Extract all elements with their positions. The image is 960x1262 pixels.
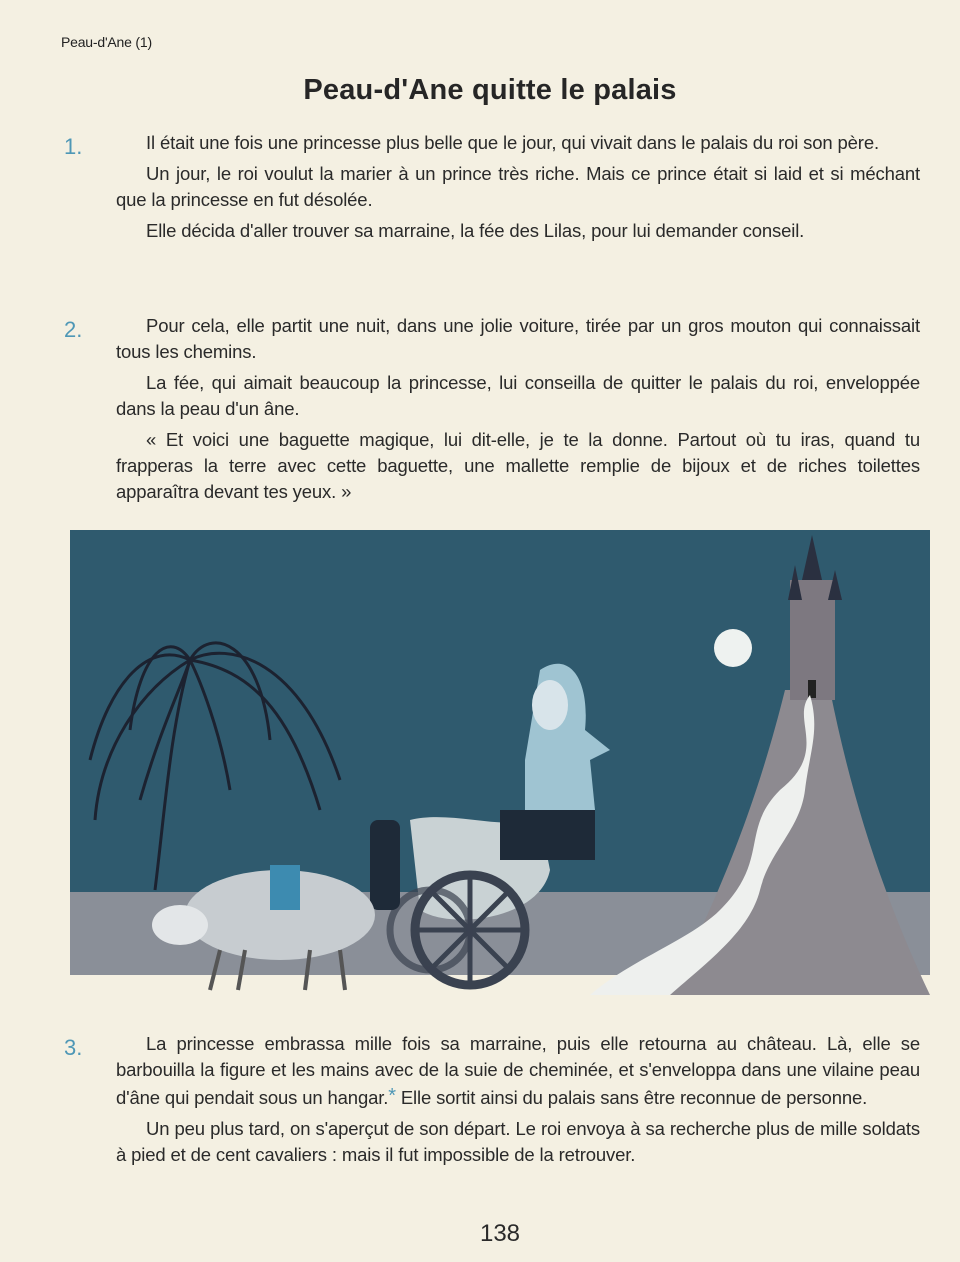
page-title: Peau-d'Ane quitte le palais [303, 74, 677, 106]
section-1 [64, 130, 920, 249]
paragraph: Il était une fois une princesse plus belle que le jour, qui vivait dans le palais du roi son père. [146, 132, 879, 153]
section-number: 3. [64, 1035, 83, 1060]
running-head: Peau-d'Ane (1) [61, 34, 152, 50]
paragraph-text: Elle sortit ainsi du palais sans être reconnue de personne. [395, 1087, 868, 1108]
paragraph-text: La princesse embrassa mille fois sa marraine, puis elle retourna au château. Là, elle se barbouilla la figure et les mains avec de la suie de cheminée, et s'enveloppa dans une vilaine peau d'âne qui pendait sous un hangar. [116, 1033, 920, 1108]
paragraph: La fée, qui aimait beaucoup la princesse, lui conseilla de quitter le palais du roi, enveloppée dans la peau d'un âne. [116, 372, 920, 419]
footnote-marker: * [388, 1085, 396, 1107]
section-number: 1. [64, 134, 83, 159]
paragraph [116, 1031, 920, 1111]
page-number: 138 [479, 1220, 521, 1247]
illustration [70, 530, 930, 995]
section-3 [64, 1031, 920, 1173]
paragraph: Un peu plus tard, on s'aperçut de son départ. Le roi envoya à sa recherche plus de mille soldats à pied et de cent cavaliers : mais il fut impossible de la retrouver. [116, 1118, 920, 1165]
section-2 [64, 313, 920, 510]
paragraph: Pour cela, elle partit une nuit, dans une jolie voiture, tirée par un gros mouton qui connaissait tous les chemins. [116, 315, 920, 362]
paragraph: Un jour, le roi voulut la marier à un prince très riche. Mais ce prince était si laid et si méchant que la princesse en fut désolée. [116, 163, 920, 210]
section-number: 2. [64, 317, 83, 342]
paragraph: Elle décida d'aller trouver sa marraine, la fée des Lilas, pour lui demander conseil. [146, 220, 805, 241]
paragraph: « Et voici une baguette magique, lui dit-elle, je te la donne. Partout où tu iras, quand tu frapperas la terre avec cette baguette, une mallette remplie de bijoux et de riches toilettes apparaîtra devant tes yeux. » [116, 429, 920, 502]
